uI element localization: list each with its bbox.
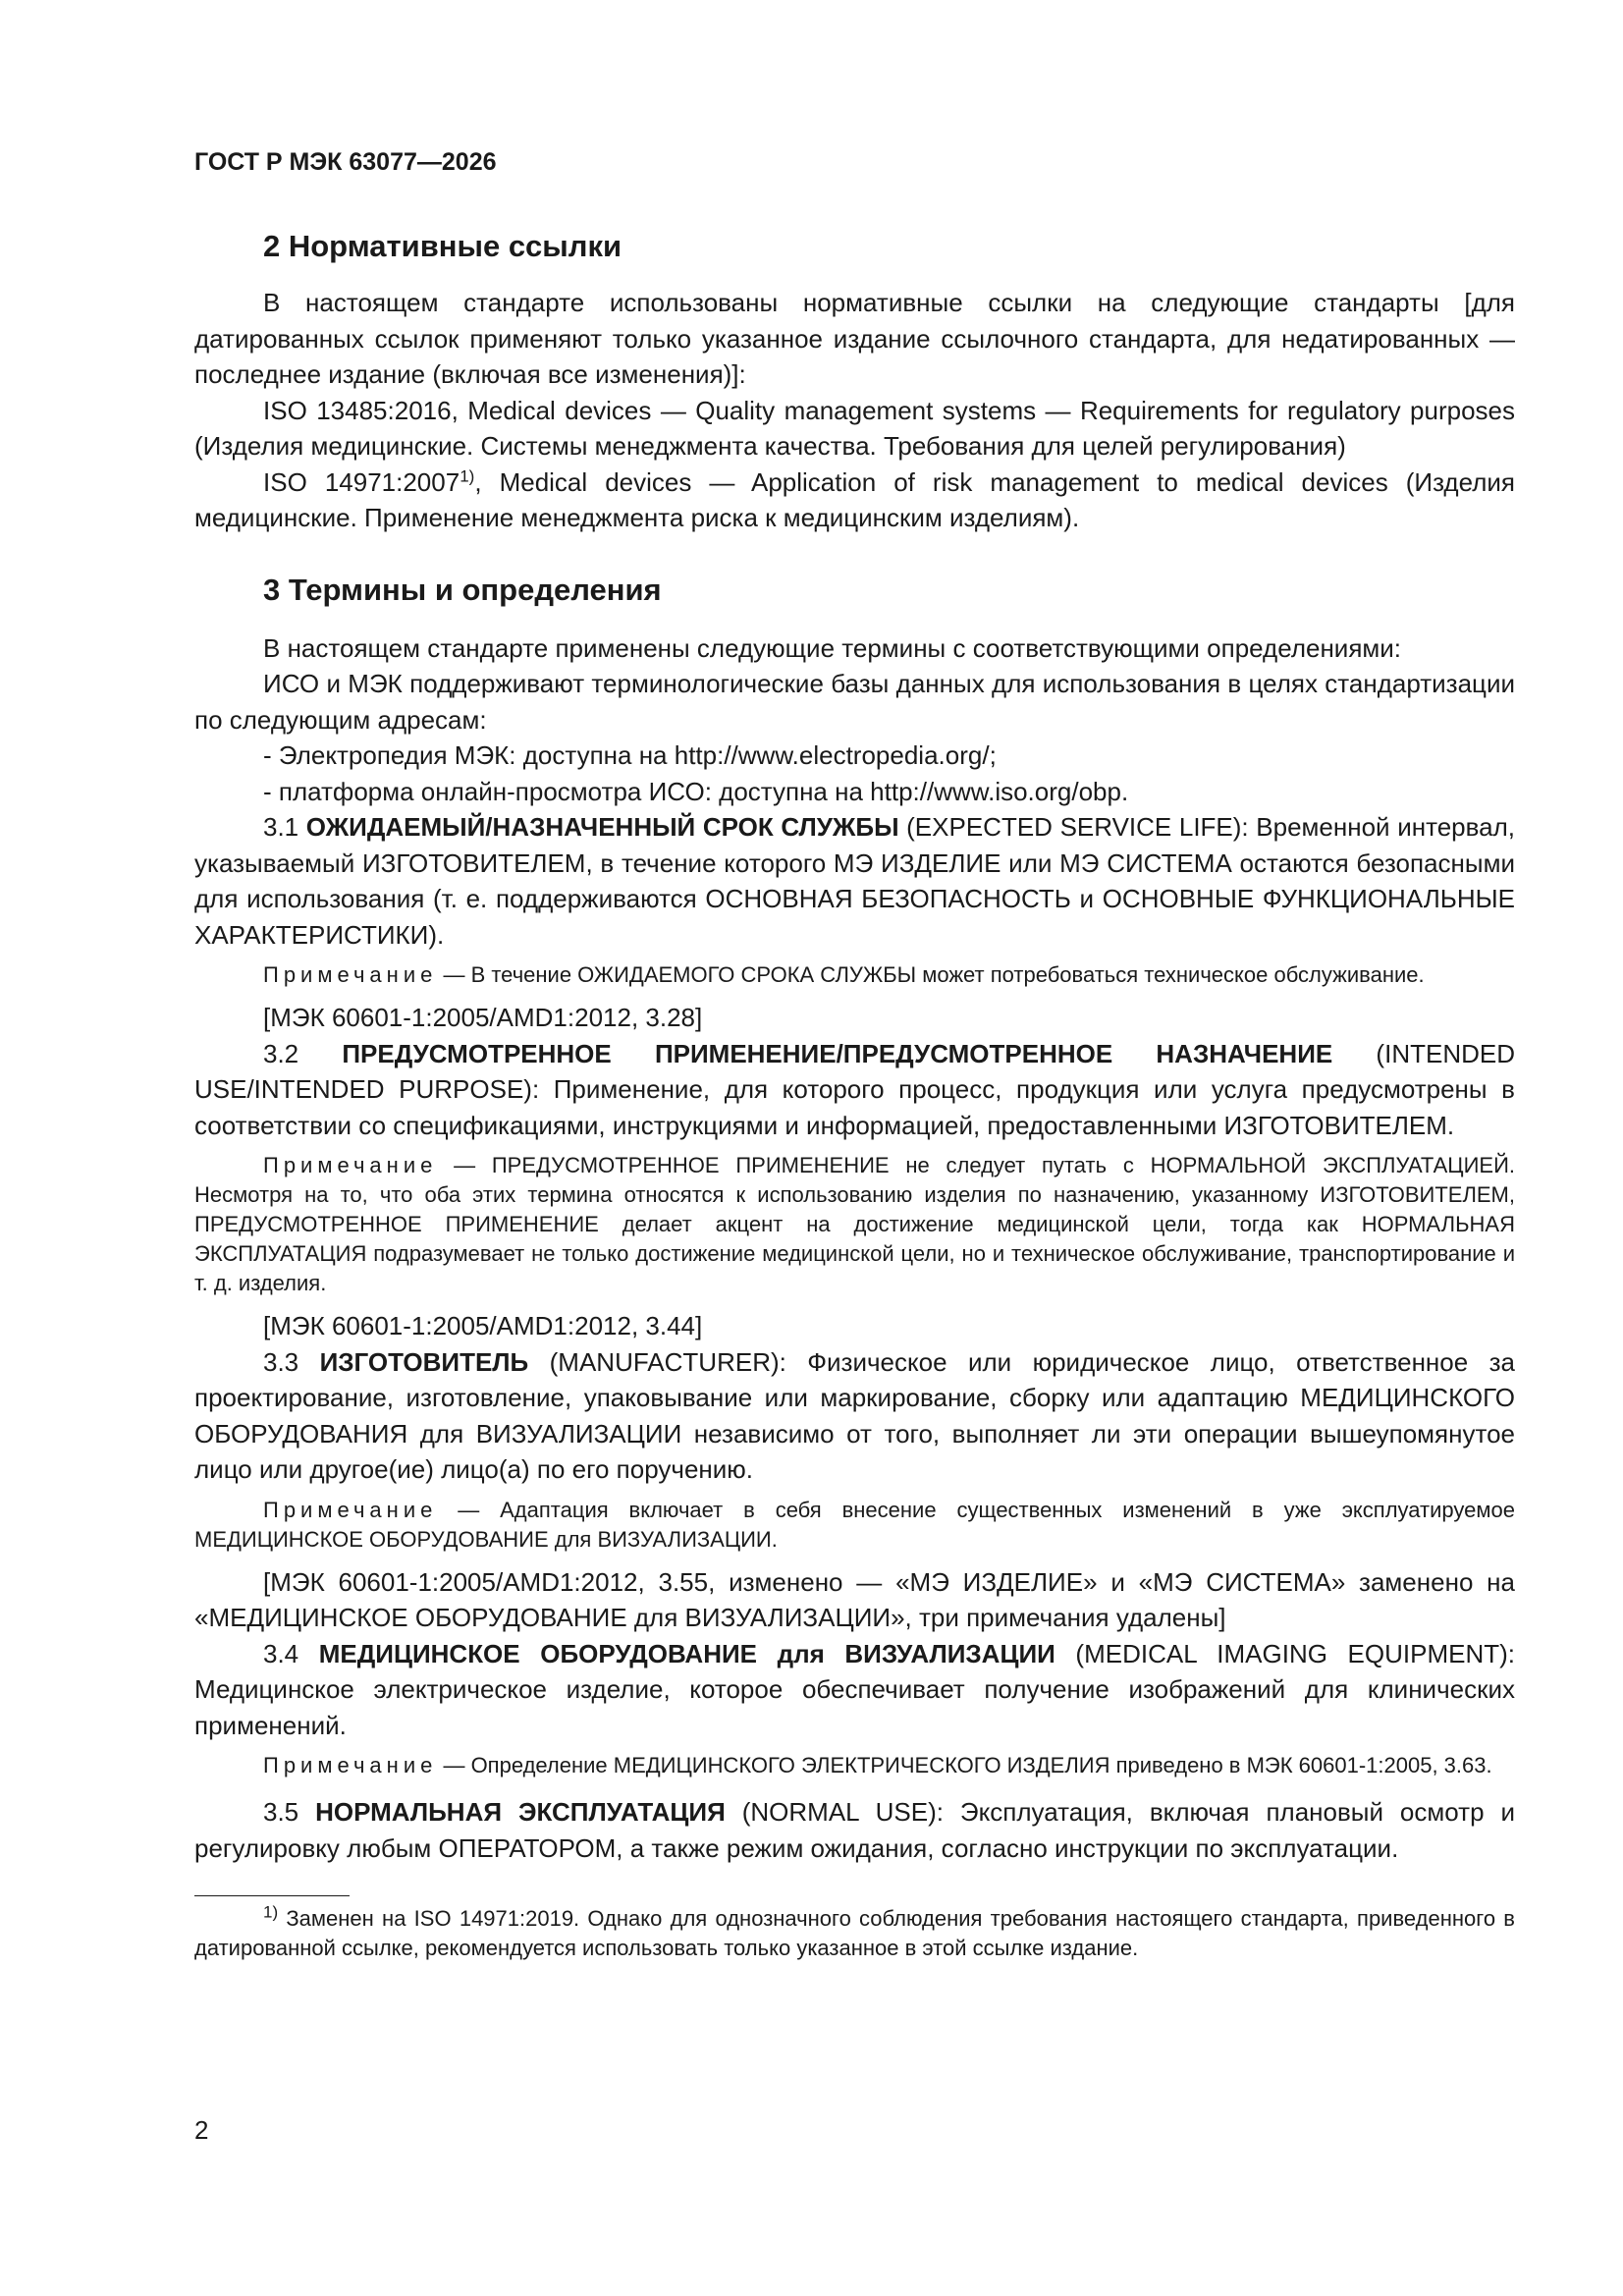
term-3-4 [194,1636,1515,1744]
term-3-1-note [194,960,1515,990]
term-3-2-source: [МЭК 60601-1:2005/AMD1:2012, 3.44] [263,1311,703,1340]
footnote-marker: 1) [460,465,475,485]
list-item: - платформа онлайн-просмотра ИСО: доступна на http://www.iso.org/obp. [263,776,1129,806]
term-number: 3.3 [263,1346,299,1377]
term-name: МЕДИЦИНСКОЕ ОБОРУДОВАНИЕ для ВИЗУАЛИЗАЦИИ [318,1638,1055,1668]
term-number: 3.1 [263,812,299,842]
term-3-3 [194,1344,1515,1488]
term-definition: (INTENDED USE/INTENDED PURPOSE): Применение, для которого процесс, продукция или услуга предусмотрены в соответствии со спецификациями, инструкциями и информацией, предоставленными ИЗГОТОВИТЕЛЕМ. [194,1038,1515,1140]
term-3-5 [194,1794,1515,1866]
term-definition: (MEDICAL IMAGING EQUIPMENT): Медицинское электрическое изделие, которое обеспечивает получение изображений для клинических применений. [194,1638,1515,1740]
note-label: Примечание [263,962,438,987]
footnote-divider [194,1895,350,1896]
note-text: — В течение ОЖИДАЕМОГО СРОКА СЛУЖБЫ может потребоваться техническое обслуживание. [437,962,1425,987]
term-3-2 [194,1036,1515,1144]
document-page [194,147,1515,1963]
term-number: 3.4 [263,1638,299,1668]
term-name: НОРМАЛЬНАЯ ЭКСПЛУАТАЦИЯ [315,1797,726,1827]
list-item: - Электропедия МЭК: доступна на http://www.electropedia.org/; [263,740,997,770]
note-text: — ПРЕДУСМОТРЕННОЕ ПРИМЕНЕНИЕ не следует путать с НОРМАЛЬНОЙ ЭКСПЛУАТАЦИЕЙ. Несмотря на то, что оба этих термина относятся к использованию изделия по назначению, указанному ИЗГОТОВИТЕЛЕМ, ПРЕДУСМОТРЕННОЕ ПРИМЕНЕНИЕ делает акцент на достижение медицинской цели, тогда как НОРМАЛЬНАЯ ЭКСПЛУАТАЦИЯ подразумевает не только достижение медицинской цели, но и техническое обслуживание, транспортирование и т. д. изделия. [194,1153,1515,1295]
term-definition: (MANUFACTURER): Физическое или юридическое лицо, ответственное за проектирование, изготовление, упаковывание или маркирование, сборку или адаптацию МЕДИЦИНСКОГО ОБОРУДОВАНИЯ для ВИЗУАЛИЗАЦИИ независимо от того, выполняет ли эти операции вышеупомянутое лицо или другое(ие) лицо(а) по его поручению. [194,1346,1515,1484]
note-label: Примечание [263,1153,438,1177]
term-name: ОЖИДАЕМЫЙ/НАЗНАЧЕННЫЙ СРОК СЛУЖБЫ [305,812,899,842]
footnote-text: Заменен на ISO 14971:2019. Однако для однозначного соблюдения требования настоящего стандарта, приведенного в датированной ссылке, рекомендуется использовать только указанное в этой ссылке издание. [194,1906,1515,1960]
term-3-4-note [194,1751,1515,1780]
section-3-title: 3 Термины и определения [263,572,662,607]
note-text: — Адаптация включает в себя внесение существенных изменений в уже эксплуатируемое МЕДИЦИНСКОЕ ОБОРУДОВАНИЕ для ВИЗУАЛИЗАЦИИ. [194,1497,1515,1552]
document-header: ГОСТ Р МЭК 63077—2026 [194,148,497,176]
note-text: — Определение МЕДИЦИНСКОГО ЭЛЕКТРИЧЕСКОГО ИЗДЕЛИЯ приведено в МЭК 60601-1:2005, 3.63. [437,1753,1492,1777]
term-definition: (EXPECTED SERVICE LIFE): Временной интервал, указываемый ИЗГОТОВИТЕЛЕМ, в течение которого МЭ ИЗДЕЛИЕ или МЭ СИСТЕМА остаются безопасными для использования (т. е. поддерживаются ОСНОВНАЯ БЕЗОПАСНОСТЬ и ОСНОВНЫЕ ФУНКЦИОНАЛЬНЫЕ ХАРАКТЕРИСТИКИ). [194,812,1515,950]
section-2-title: 2 Нормативные ссылки [263,229,622,263]
reference-text: , Medical devices — Application of risk management to medical devices (Изделия медицинские. Применение менеджмента риска к медицинским изделиям). [194,466,1515,532]
footnote [194,1904,1515,1963]
section-2-intro: В настоящем стандарте использованы нормативные ссылки на следующие стандарты [для датированных ссылок применяют только указанное издание ссылочного стандарта, для недатированных — последнее издание (включая все изменения)]: [194,288,1515,389]
note-label: Примечание [263,1753,438,1777]
term-3-2-note [194,1151,1515,1298]
reference-code: ISO 14971:2007 [263,466,460,497]
term-name: ИЗГОТОВИТЕЛЬ [319,1346,529,1377]
term-3-3-source: [МЭК 60601-1:2005/AMD1:2012, 3.55, изменено — «МЭ ИЗДЕЛИЕ» и «МЭ СИСТЕМА» заменено на «МЕДИЦИНСКОЕ ОБОРУДОВАНИЕ для ВИЗУАЛИЗАЦИИ», три примечания удалены] [194,1566,1515,1632]
term-3-1-source: [МЭК 60601-1:2005/AMD1:2012, 3.28] [263,1003,703,1032]
note-label: Примечание [263,1497,438,1522]
normative-reference-1: ISO 13485:2016, Medical devices — Quality management systems — Requirements for regulatory purposes (Изделия медицинские. Системы менеджмента качества. Требования для целей регулирования) [194,395,1515,461]
term-3-1 [194,809,1515,953]
term-number: 3.2 [263,1038,299,1068]
term-3-3-note [194,1496,1515,1555]
section-3-databases: ИСО и МЭК поддерживают терминологические базы данных для использования в целях стандартизации по следующим адресам: [194,669,1515,735]
page-number: 2 [194,2115,209,2145]
section-3-intro: В настоящем стандарте применены следующие термины с соответствующими определениями: [263,632,1402,663]
term-number: 3.5 [263,1797,299,1827]
normative-reference-2 [194,465,1515,536]
term-name: ПРЕДУСМОТРЕННОЕ ПРИМЕНЕНИЕ/ПРЕДУСМОТРЕННОЕ НАЗНАЧЕНИЕ [342,1038,1333,1068]
footnote-marker: 1) [263,1902,279,1922]
term-definition: (NORMAL USE): Эксплуатация, включая плановый осмотр и регулировку любым ОПЕРАТОРОМ, а также режим ожидания, согласно инструкции по эксплуатации. [194,1797,1515,1863]
